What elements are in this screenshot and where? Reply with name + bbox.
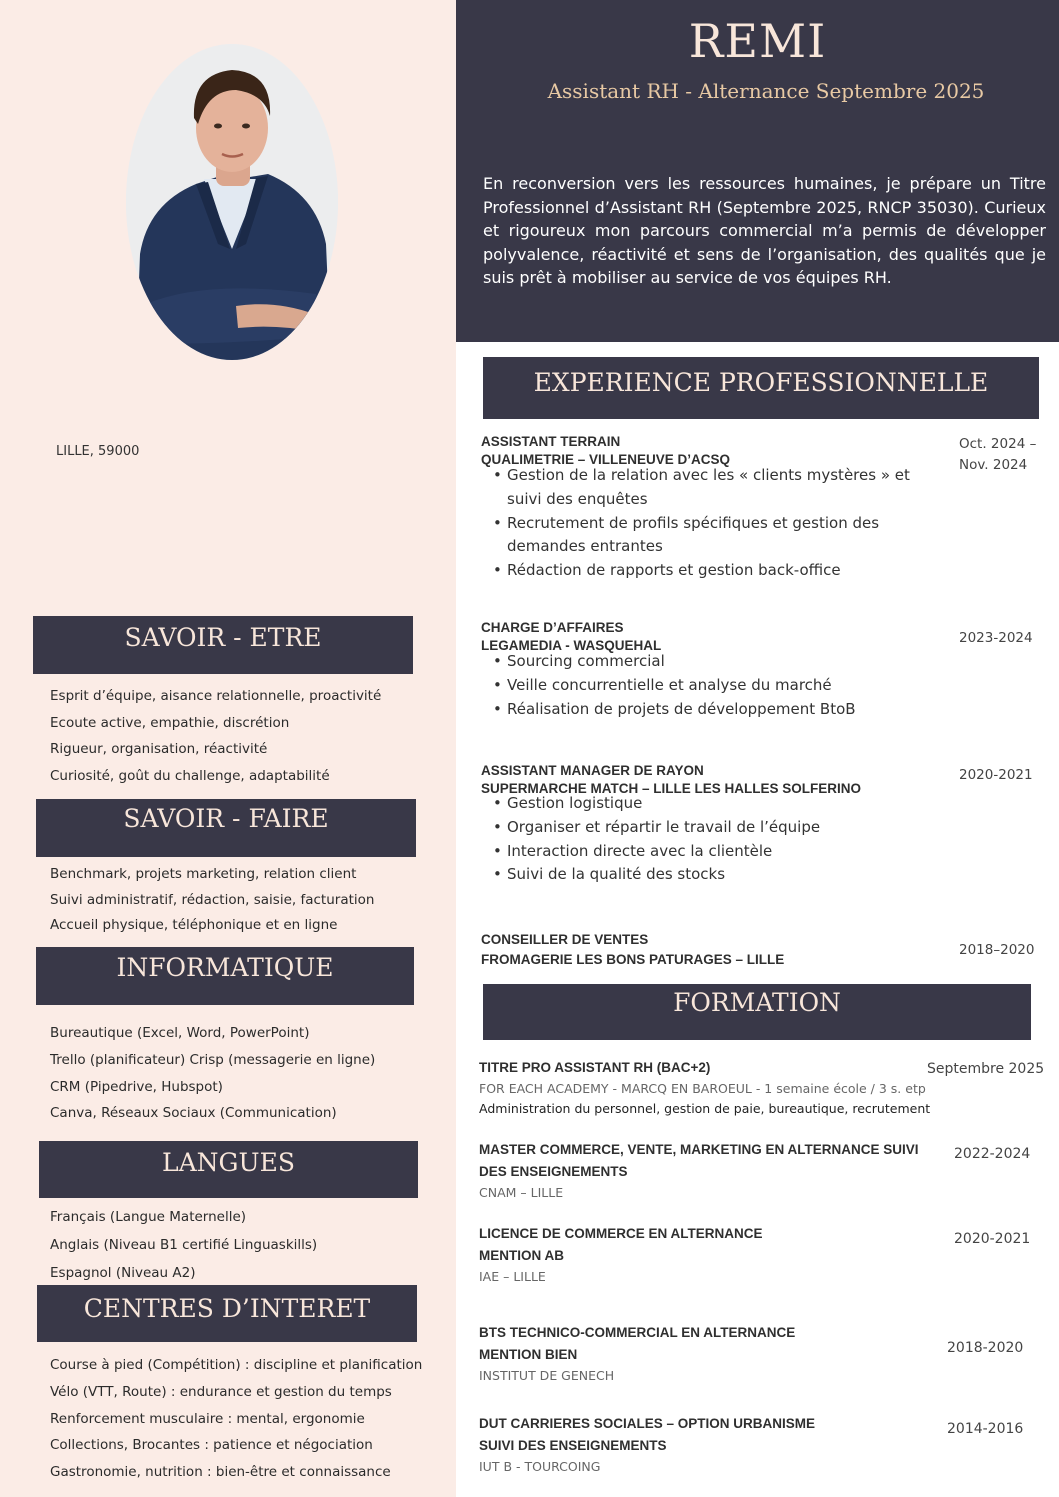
list-item: • Sourcing commercial [493,650,1041,674]
list-item: • Gestion de la relation avec les « clients mystères » et [493,464,1041,488]
job-bullets [493,464,1041,583]
savoir-etre-title: SAVOIR - ETRE [124,623,322,652]
list-item: • Rédaction de rapports et gestion back-office [493,559,1041,583]
education-school: IUT B - TOURCOING [479,1459,601,1474]
education-school: CNAM – LILLE [479,1185,564,1200]
langues-banner [39,1141,418,1198]
list-item: Suivi administratif, rédaction, saisie, facturation [50,891,375,908]
job-entry [481,932,1041,967]
education-title: SUIVI DES ENSEIGNEMENTS [479,1438,667,1453]
list-item: Trello (planificateur) Crisp (messagerie en ligne) [50,1051,376,1068]
education-title: MASTER COMMERCE, VENTE, MARKETING EN ALTERNANCE SUIVI [479,1142,919,1157]
job-date: 2020-2021 [959,767,1033,783]
list-item: • Suivi de la qualité des stocks [493,863,1041,887]
job-entry [481,434,1041,583]
experience-title: EXPERIENCE PROFESSIONNELLE [533,368,989,397]
education-date: 2018-2020 [947,1340,1024,1356]
job-date [959,434,1036,476]
job-company: QUALIMETRIE – VILLENEUVE D’ACSQ [481,452,731,467]
list-item: Bureautique (Excel, Word, PowerPoint) [50,1025,310,1041]
informatique-banner [36,947,414,1005]
savoir-faire-banner [36,799,416,857]
education-title: DUT CARRIERES SOCIALES – OPTION URBANISME [479,1416,816,1431]
langues-list [50,1203,317,1287]
job-bullets [493,792,1041,887]
job-title: ASSISTANT MANAGER DE RAYON [481,763,704,778]
job-title: CHARGE D’AFFAIRES [481,620,624,635]
education-title: BTS TECHNICO-COMMERCIAL EN ALTERNANCE [479,1325,796,1340]
job-date-line: Oct. 2024 – [959,436,1037,452]
job-title: ASSISTANT TERRAIN [481,434,621,449]
job-company: FROMAGERIE LES BONS PATURAGES – LILLE [481,952,785,967]
formation-banner [483,984,1031,1040]
list-item: • Recrutement de profils spécifiques et gestion des [493,512,1041,536]
list-item: Curiosité, goût du challenge, adaptabilité [50,768,330,785]
job-bullets [493,650,1041,721]
education-date: 2022-2024 [954,1146,1031,1162]
list-item: • Organiser et répartir le travail de l’équipe [493,816,1041,840]
list-item: suivi des enquêtes [507,489,648,508]
job-target: Assistant RH - Alternance Septembre 2025 [547,79,985,103]
location: LILLE, 59000 [56,444,140,459]
list-item: Gastronomie, nutrition : bien-être et connaissance [50,1464,391,1481]
education-title: DES ENSEIGNEMENTS [479,1164,628,1179]
education-school: IAE – LILLE [479,1269,546,1284]
profile-photo [126,44,338,360]
list-item: CRM (Pipedrive, Hubspot) [50,1078,223,1095]
savoir-etre-banner [33,616,413,674]
list-item: Course à pied (Compétition) : discipline et planification [50,1357,423,1373]
savoir-etre-list [50,683,381,790]
experience-banner [483,357,1039,419]
savoir-faire-title: SAVOIR - FAIRE [123,804,329,833]
education-school: INSTITUT DE GENECH [479,1368,615,1383]
list-item: Canva, Réseaux Sociaux (Communication) [50,1105,337,1122]
list-item: Rigueur, organisation, réactivité [50,741,268,758]
list-item: Benchmark, projets marketing, relation client [50,866,357,882]
education-date: 2020-2021 [954,1231,1031,1247]
job-entry [481,620,1041,721]
informatique-title: INFORMATIQUE [116,953,334,982]
education-title: LICENCE DE COMMERCE EN ALTERNANCE [479,1226,763,1241]
intro-paragraph: En reconversion vers les ressources humaines, je prépare un Titre Professionnel d’Assistant RH (Septembre 2025, RNCP 35030). Curieux et rigoureux mon parcours commercial m’a permis de développer polyvalence, réactivité et sens de l’organisation, des qualités que je suis prêt à mobiliser au service de vos équipes RH. [483,174,1046,287]
education-title: TITRE PRO ASSISTANT RH (BAC+2) [479,1060,711,1075]
candidate-name: REMI [688,14,827,68]
job-entry [481,763,1041,887]
list-item: Anglais (Niveau B1 certifié Linguaskills) [50,1237,318,1253]
education-date: 2014-2016 [947,1421,1024,1437]
savoir-faire-list [50,862,374,939]
list-item: Renforcement musculaire : mental, ergonomie [50,1410,365,1427]
interets-list [50,1352,422,1486]
list-item: Accueil physique, téléphonique et en ligne [50,917,338,934]
list-item: • Interaction directe avec la clientèle [493,840,1041,864]
job-date: 2023-2024 [959,630,1033,646]
job-company: SUPERMARCHE MATCH – LILLE LES HALLES SOLFERINO [481,781,862,796]
job-title: CONSEILLER DE VENTES [481,932,649,947]
list-item: Ecoute active, empathie, discrétion [50,714,290,731]
list-item: • Veille concurrentielle et analyse du marché [493,674,1041,698]
education-title: MENTION BIEN [479,1347,578,1362]
interets-banner [37,1285,417,1342]
job-date: 2018–2020 [959,942,1035,958]
informatique-list [50,1020,375,1127]
list-item: demandes entrantes [507,537,663,556]
education-school: FOR EACH ACADEMY - MARCQ EN BAROEUL - 1 semaine école / 3 s. etp [479,1081,926,1096]
list-item: Français (Langue Maternelle) [50,1209,247,1225]
education-title: MENTION AB [479,1248,564,1263]
education-date: Septembre 2025 [927,1061,1045,1077]
list-item: Vélo (VTT, Route) : endurance et gestion du temps [50,1383,392,1400]
portrait-illustration [126,44,338,360]
list-item: Collections, Brocantes : patience et négociation [50,1437,373,1454]
job-company: LEGAMEDIA - WASQUEHAL [481,638,662,653]
list-item: • Gestion logistique [493,792,1041,816]
langues-title: LANGUES [162,1148,295,1177]
list-item: Esprit d’équipe, aisance relationnelle, proactivité [50,688,382,704]
job-date-line: Nov. 2024 [959,457,1028,473]
education-detail: Administration du personnel, gestion de paie, bureautique, recrutement [479,1101,931,1116]
list-item: • Réalisation de projets de développement BtoB [493,698,1041,722]
formation-title: FORMATION [673,988,841,1017]
list-item: Espagnol (Niveau A2) [50,1265,196,1281]
interets-title: CENTRES D’INTERET [83,1294,371,1323]
